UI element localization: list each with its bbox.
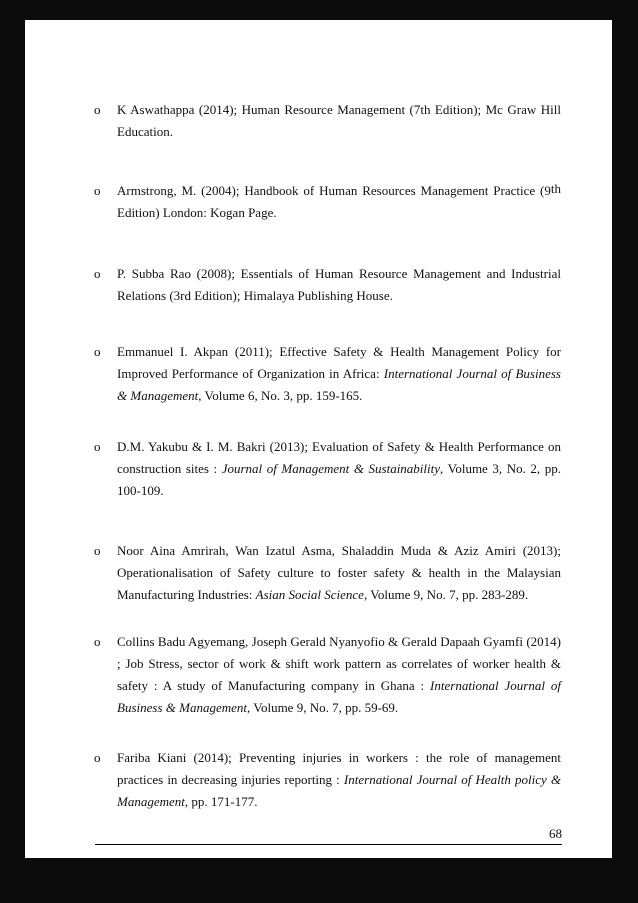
reference-segment: , Volume 6, No. 3, pp. 159-165. — [198, 388, 363, 403]
reference-text — [117, 540, 561, 606]
reference-text — [117, 631, 561, 719]
page-border-top — [0, 0, 638, 20]
reference-text — [117, 99, 561, 143]
reference-source-title: Asian Social Science — [255, 587, 364, 602]
reference-segment: P. Subba Rao (2008); Essentials of Human Resource Management and Industrial Relations (3rd Edition); Himalaya Publishing House. — [117, 266, 561, 303]
page-border-right — [612, 0, 638, 903]
bullet-marker: o — [94, 750, 101, 765]
bullet-marker: o — [94, 543, 101, 558]
reference-segment: , Volume 9, No. 7, pp. 283-289. — [363, 587, 529, 602]
reference-text — [117, 180, 561, 224]
reference-text — [117, 263, 561, 307]
reference-segment: Armstrong, M. (2004); Handbook of Human Resources Management Practice (9 — [117, 183, 551, 198]
reference-item — [95, 747, 561, 813]
reference-source-title: International Journal of Business & Management, — [117, 678, 561, 715]
reference-text — [117, 436, 561, 502]
reference-segment: K Aswathappa (2014); Human Resource Management (7th Edition); Mc Graw Hill Education. — [117, 102, 561, 139]
bullet-marker: o — [94, 266, 101, 281]
reference-item — [95, 341, 561, 407]
bullet-marker: o — [94, 344, 101, 359]
reference-item — [95, 540, 561, 606]
bullet-marker: o — [94, 439, 101, 454]
reference-segment: , pp. 171-177. — [184, 794, 258, 809]
reference-segment: Edition) London: Kogan Page. — [117, 205, 277, 220]
reference-segment: Emmanuel I. Akpan (2011); Effective Safety & Health Management Policy for Improved Performance of Organization in Africa: — [117, 344, 561, 381]
reference-item — [95, 631, 561, 719]
bullet-marker: o — [94, 102, 101, 117]
page-border-bottom — [0, 858, 638, 903]
page-number-rule — [95, 844, 562, 845]
reference-source-title: International Journal of Health policy & Management — [117, 772, 561, 809]
reference-segment: Noor Aina Amrirah, Wan Izatul Asma, Shaladdin Muda & Aziz Amiri (2013); Operationalisation of Safety culture to foster safety & health in the Malaysian Manufacturing Industries: — [117, 543, 561, 602]
reference-segment: D.M. Yakubu & I. M. Bakri (2013); Evaluation of Safety & Health Performance on construction sites : — [117, 439, 561, 476]
reference-item — [95, 99, 561, 143]
page-number: 68 — [549, 826, 562, 841]
reference-source-title: International Journal of Business & Management — [117, 366, 561, 403]
reference-item — [95, 263, 561, 307]
bullet-marker: o — [94, 183, 101, 198]
reference-segment: Collins Badu Agyemang, Joseph Gerald Nyanyofio & Gerald Dapaah Gyamfi (2014) ; Job Stress, sector of work & shift work pattern as correlates of worker health & safety : A study of Manufacturing company in Ghana : — [117, 634, 561, 693]
reference-source-title: Journal of Management & Sustainability — [221, 461, 441, 476]
reference-segment: , Volume 3, No. 2, pp. 100-109. — [117, 461, 561, 498]
reference-item — [95, 436, 561, 502]
reference-item — [95, 180, 561, 224]
reference-segment: Fariba Kiani (2014); Preventing injuries in workers : the role of management practices in decreasing injuries reporting : — [117, 750, 561, 787]
reference-text — [117, 341, 561, 407]
reference-text — [117, 747, 561, 813]
bullet-marker: o — [94, 634, 101, 649]
page-border-left — [0, 0, 25, 903]
reference-segment: Volume 9, No. 7, pp. 59-69. — [250, 700, 399, 715]
ordinal-suffix: th — [550, 181, 561, 196]
